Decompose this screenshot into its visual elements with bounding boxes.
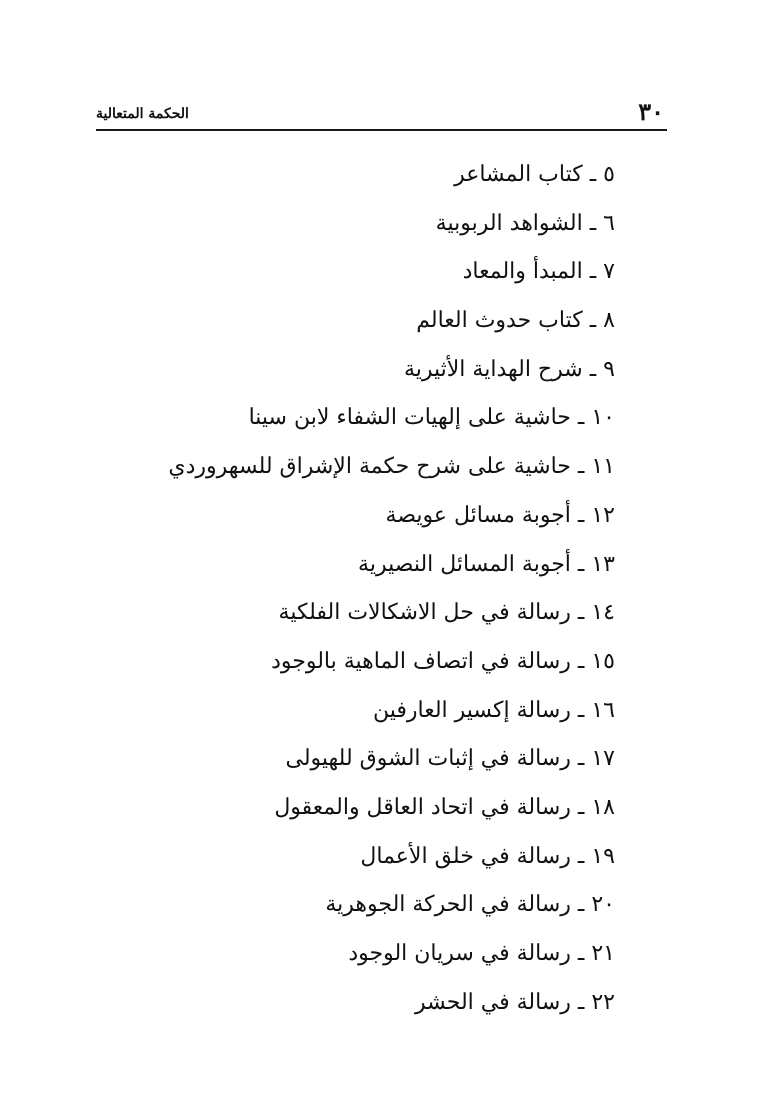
item-separator: ـ — [577, 648, 585, 674]
item-title: الشواهد الربوبية — [435, 210, 583, 236]
list-item — [180, 786, 615, 835]
item-separator: ـ — [589, 210, 597, 236]
works-list — [168, 153, 615, 1029]
item-title: رسالة في اتحاد العاقل والمعقول — [274, 794, 571, 820]
item-number: ٦ — [603, 210, 615, 236]
list-item — [180, 689, 615, 738]
item-title: شرح الهداية الأثيرية — [403, 356, 583, 382]
list-item — [180, 202, 615, 251]
list-item — [180, 591, 615, 640]
item-title: رسالة في الحركة الجوهرية — [325, 892, 571, 918]
item-title: أجوبة مسائل عويصة — [385, 502, 571, 528]
item-number: ١٩ — [591, 843, 615, 869]
item-title: رسالة في حل الاشكالات الفلكية — [278, 600, 571, 626]
list-item — [168, 445, 615, 494]
item-separator: ـ — [589, 308, 597, 334]
item-separator: ـ — [589, 356, 597, 382]
header-rule — [96, 129, 667, 131]
item-number: ٢٢ — [591, 989, 615, 1015]
item-number: ١٠ — [591, 405, 615, 431]
item-number: ١٣ — [591, 551, 615, 577]
item-number: ١٨ — [591, 794, 615, 820]
item-title: كتاب حدوث العالم — [416, 308, 583, 334]
item-separator: ـ — [577, 551, 585, 577]
item-separator: ـ — [577, 502, 585, 528]
item-title: حاشية على إلهيات الشفاء لابن سينا — [248, 405, 571, 431]
item-separator: ـ — [577, 892, 585, 918]
item-title: المبدأ والمعاد — [462, 259, 583, 285]
item-title: رسالة في سريان الوجود — [348, 941, 571, 966]
item-title: حاشية على شرح حكمة الإشراق للسهروردي — [168, 454, 571, 480]
item-separator: ـ — [577, 989, 585, 1015]
item-separator: ـ — [577, 941, 585, 966]
item-title: رسالة في الحشر — [415, 989, 571, 1015]
page-header — [96, 96, 666, 132]
item-title: رسالة في إثبات الشوق للهيولى — [285, 746, 571, 772]
item-number: ٢١ — [591, 941, 615, 966]
list-item — [180, 153, 615, 202]
list-item — [180, 640, 615, 689]
item-separator: ـ — [577, 794, 585, 820]
item-title: أجوبة المسائل النصيرية — [358, 551, 571, 577]
item-separator: ـ — [589, 162, 597, 187]
list-item — [180, 932, 615, 981]
item-separator: ـ — [577, 843, 585, 869]
item-title: رسالة في خلق الأعمال — [360, 843, 571, 869]
item-separator: ـ — [577, 697, 585, 723]
list-item — [180, 835, 615, 884]
item-number: ٧ — [603, 259, 615, 285]
item-separator: ـ — [577, 600, 585, 626]
item-number: ٥ — [603, 162, 615, 187]
list-item — [180, 543, 615, 592]
item-title: كتاب المشاعر — [454, 162, 583, 187]
item-number: ١٤ — [591, 600, 615, 626]
item-number: ١٦ — [591, 697, 615, 723]
list-item — [180, 883, 615, 932]
item-number: ٨ — [603, 308, 615, 334]
item-separator: ـ — [577, 746, 585, 772]
running-title: الحكمة المتعالية — [96, 106, 189, 122]
list-item — [180, 299, 615, 348]
item-separator: ـ — [589, 259, 597, 285]
item-separator: ـ — [577, 405, 585, 431]
item-number: ١٧ — [591, 746, 615, 772]
list-item — [180, 981, 615, 1030]
list-item — [180, 250, 615, 299]
list-item — [180, 396, 615, 445]
item-number: ١٥ — [591, 648, 615, 674]
item-separator: ـ — [577, 454, 585, 480]
item-number: ٢٠ — [591, 892, 615, 918]
item-number: ٩ — [603, 356, 615, 382]
item-title: رسالة في اتصاف الماهية بالوجود — [271, 648, 571, 674]
item-number: ١١ — [591, 454, 615, 480]
list-item — [180, 348, 615, 397]
list-item — [180, 494, 615, 543]
page-number: ٣٠ — [638, 97, 664, 126]
list-item — [180, 737, 615, 786]
item-title: رسالة إكسير العارفين — [373, 697, 571, 723]
item-number: ١٢ — [591, 502, 615, 528]
